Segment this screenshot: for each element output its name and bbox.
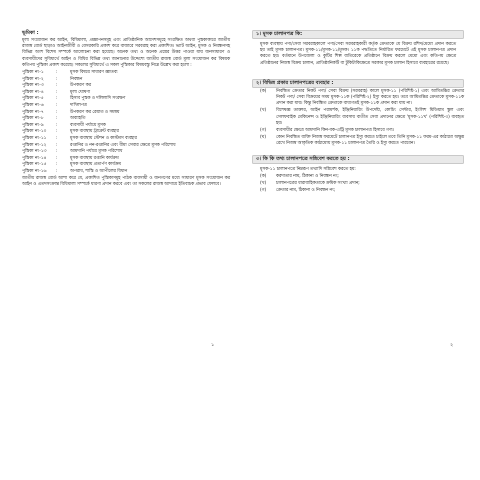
list-item [252,135,464,147]
list-item: পুস্তিকা নং-১ : মূসক বিষয়ে সাধারণ জ্ঞাতব্য [22,70,230,77]
section-1-paragraph: মূসক ব্যবস্থায় পণ্য/সেবা সরবরাহকালে পণ্য/সেবা সরবরাহকারী কর্তৃক ক্রেতাকে যে বিক্রয় রশিদ/মেমো প্রদান করতে হয় তাই মূসক চালানপত্র। মূসক-১১/মূসক-১১/মূসক। ১১ক পদ্ধতিতে নির্ধারিত ফরমেটে এই মূসক চালানপত্র প্রদান করতে হয়। বর্তমানে উপজেলা ও কুটির শিল্প ব্যতিরেকে প্রতিষ্ঠানে বিক্রয় করলে মেমো এবং কতিপয় ক্ষেত্রে প্রতিষ্ঠানের নিজস্ব বিক্রয় চালান, প্রাতিষ্ঠানিকটি বা টুকিটাকিক্ষেত্রে সরকার মূসক চালান হিসাবে ব্যবহারের রয়েছে। [260,42,456,66]
booklet-number: পুস্তিকা নং-১১ [22,135,47,141]
list-item: পুস্তিকা নং-৫ : হিসাব পুস্তক ও দলিলাদি সংরক্ষণ [22,96,230,103]
intro-paragraph: মূল্য সংযোজন কর আইন, বিধিমালা, প্রজ্ঞাপনসমূহ এবং প্রাতিষ্ঠানিক আদেশসমূহে সংরক্ষিত অথবা পুস্তকাকারে জাতীয় রাজস্ব বোর্ড ছাড়াও আইনজীবী ও বেসরকারি প্রকাশ করে বাজারে সরবরাহ করা প্রকাশিত। ভ্যাট আইন, মুসক ও নিবন্ধনসহ বিভিন্ন অংশ বিশেষ সম্পর্কে আলোচনা করা হয়েছে। অনেক তথ্য ও অনেক প্রশ্নের উত্তর পাওয়া যায় জনসাধারণ ও ব্যবসায়ীদের সুবিধার্থে আইন ও বিধির বিভিন্ন তথ্য জানানোর উদ্দেশ্যে জাতীয় রাজস্ব বোর্ড মূল্য সংযোজন কর বিষয়ক কতিপয় পুস্তিকা প্রকাশ করেছে। সকলের সুবিধার্থে এ সকল পুস্তিকার বিষয়বস্তু নিম্নে উল্লেখ করা হলো : [22,38,230,68]
booklet-title: মূসক ব্যবস্থায় প্রত্যর্পণ কার্যক্রম [70,162,121,168]
list-item: পুস্তিকা নং-১১ : মূসক ব্যবস্থায় স্টেশন ও কাস্টমস ব্যবহার [22,136,230,143]
list-item [252,188,464,194]
booklet-number: পুস্তিকা নং-৩ [22,83,44,89]
section-3-intro: মূসক-১১ চালানপত্রে নিম্নরূপ তথ্যাদি সন্নিবেশ করতে হয়: [260,166,356,172]
booklet-title: রপ্তানির ও নন-রপ্তানির এবং বীমা সেবার ক্ষেত্রে মূসক পরিশোধ [70,142,176,148]
booklet-title: মূল্য ঘোষণা [70,89,91,95]
booklet-number: পুস্তিকা নং-১৪ [22,155,47,161]
list-item [252,174,464,180]
booklet-title: দাখিলপত্র [70,102,87,108]
booklet-number: পুস্তিকা নং-১৩ [22,149,47,155]
booklet-number: পুস্তিকা নং-৮ [22,116,44,122]
list-item: পুস্তিকা নং-১৪ : মূসক ব্যবস্থায় রপ্তানি কার্যক্রম [22,156,230,163]
list-item: পুস্তিকা নং-২ : নিবন্ধন [22,77,230,84]
list-item: পুস্তিকা নং-১৩ : আমদানি পর্যায়ে মূসক পরিশোধ [22,149,230,156]
list-item: পুস্তিকা নং-৭ : উপকরণ কর রেয়াত ও সমন্বয় [22,110,230,117]
booklet-number: পুস্তিকা নং-১ [22,70,44,76]
list-item: পুস্তিকা নং-৪ : মূল্য ঘোষণা [22,90,230,97]
page-number: ২ [450,342,454,348]
list-item [252,128,464,134]
booklet-title: আমদানি পর্যায়ে মূসক পরিশোধ [70,149,123,155]
item-text: ক্রেতার নাম, ঠিকানা ও নিবন্ধন নং; [276,188,336,194]
item-marker: (খ) [260,108,267,114]
item-text: নিবন্ধিত ক্রেতার নিকট পণ্য/ সেবা বিক্রয় (সরবরাহ) কালে মূসক-১১ (পরিশিষ্ট-১) এবং আমিতব্ধির ক্রেতার নিকট পণ্য/ সেবা বিক্রয়ের সময় মূসক-১১ক (পরিশিষ্ট-২) ইস্যু করতে হয়। তবে আমিতব্ধির ক্রেতাকে মূসক-১১ক প্রদান করা যায়। কিন্তু নিবন্ধিত ক্রেতাকে বাধ্যগতই মূসক-১১ক প্রদান করা যায় না। [276,88,464,107]
list-item [252,108,464,127]
section-1-heading: ১। মূসক চালানপত্র কি: [252,30,464,39]
booklet-number: পুস্তিকা নং-১৬ [22,168,47,174]
item-marker: (খ) [260,181,267,187]
item-marker: (ক) [260,173,267,179]
booklet-number: পুস্তিকা নং-১৫ [22,162,47,168]
list-item: পুস্তিকা নং-৮ : অব্যাহতি [22,116,230,123]
booklet-number: পুস্তিকা নং-৬ [22,102,44,108]
list-item [252,89,464,108]
section-3-heading: ৩। কি কি তথ্য চালানপত্রে সন্নিবেশ করতে হয় : [252,155,464,164]
list-item: পুস্তিকা নং-১৫ : মূসক ব্যবস্থায় প্রত্যর্পণ কার্যক্রম [22,162,230,169]
page-number: ১ [211,342,215,348]
item-text: বিশেষজ্ঞ ডাক্তার, আইন পরামর্শক, ইঞ্জিনিয়ারিং উপদেষ্টা, কোচিং সেন্টার, ইংলিশ মিডিয়াম স্কুল এবং সেলফবাইক মেকিনেন্স ও ইঞ্জিনিয়ারিং ব্যবসায় ব্যতীত সেবা প্রদানের ক্ষেত্রে 'মূসক-১১খ' (পরিশিষ্ট-৩) ব্যবহৃত হয়। [276,108,464,126]
item-text: ব্যবসায়ীর ক্ষেত্রে আমদানি কিন-বক-এর্ট্রি মূসক চালানপত্র হিসাবে গণ্য। [276,128,395,134]
booklet-title: উপকরণ কর [70,83,91,89]
booklet-title: অপরাধ, শাস্তি ও আপীলের বিধান [70,168,128,174]
list-item: পুস্তিকা নং-১৬ : অপরাধ, শাস্তি ও আপীলের বিধান [22,169,230,176]
booklet-number: পুস্তিকা নং-৭ [22,109,44,115]
item-text: করদাতার নাম, ঠিকানা ও নিবন্ধন নং; [276,173,339,179]
booklet-number: পুস্তিকা নং-৯ [22,122,44,128]
item-text: কোন নিবন্ধিত ব্যক্তি নিজস্ব ফরমেটে চালানপত্র ইস্যু করতে চাইলে তবে তিনি মূসক-১১ ফরম-এর কাঠামো অক্ষুন্ন রেখে নিজস্ব আকৃতিক কাঠামোয় মূসক-১১ চালানপত্র তৈরি ও ইস্যু করতে পারবেন। [276,135,464,147]
list-item: পুস্তিকা নং-১২ : রপ্তানির ও নন-রপ্তানির এবং বীমা সেবার ক্ষেত্রে মূসক পরিশোধ [22,143,230,150]
booklet-number: পুস্তিকা নং-৫ [22,96,44,102]
intro-heading: ভূমিকা : [22,30,39,36]
booklet-list [22,70,230,176]
item-marker: (ক) [260,88,267,94]
booklet-title: উপকরণ কর রেয়াত ও সমন্বয় [70,109,120,115]
booklet-number: পুস্তিকা নং-২ [22,76,44,82]
list-item: পুস্তিকা নং-১০ : মূসক ব্যবস্থায় ট্রাক্রেট ব্যবহার [22,129,230,136]
booklet-number: পুস্তিকা নং-৪ [22,89,44,95]
list-item: পুস্তিকা নং-৯ : ব্যবসায়ী পর্যায়ে মূসক [22,123,230,130]
list-item [252,181,464,187]
booklet-title: মূসক ব্যবস্থায় স্টেশন ও কাস্টমস ব্যবহার [70,135,137,141]
list-item: পুস্তিকা নং-৩ : উপকরণ কর [22,83,230,90]
section-2-heading: ২। বিভিন্ন প্রকার চালানপত্রের ব্যবহার : [252,79,464,88]
closing-paragraph: জাতীয় রাজস্ব বোর্ড আশা করে যে, প্রকাশিত পুস্তিকাসমূহ পাঠক ব্যবসায়ী ও জনগণের মধ্যে সাধারণ মূসক সংযোজন কর আইন ও এতদসংক্রান্ত বিধিমালা সম্পর্কে ধারণা প্রদান করবে এবং তা সকলের রাজস্ব আদায়ে ইতিবাচক প্রভাব ফেলবে। [22,175,230,187]
left-page [22,30,230,480]
booklet-title: হিসাব পুস্তক ও দলিলাদি সংরক্ষণ [70,96,126,102]
booklet-title: অব্যাহতি [70,116,86,122]
item-marker: (ঘ) [260,135,267,141]
booklet-title: মূসক ব্যবস্থায় ট্রাক্রেট ব্যবহার [70,129,119,135]
booklet-title: মূসক বিষয়ে সাধারণ জ্ঞাতব্য [70,70,118,76]
item-text: চালানপত্রের ধারাবাহিকতাকে ক্রমিক সংখ্যা প্রদান; [276,181,360,187]
booklet-number: পুস্তিকা নং-১২ [22,142,47,148]
booklet-number: পুস্তিকা নং-১০ [22,129,47,135]
item-marker: (গ) [260,188,267,194]
right-page [252,30,464,480]
booklet-title: ব্যবসায়ী পর্যায়ে মূসক [70,122,106,128]
booklet-title: মূসক ব্যবস্থায় রপ্তানি কার্যক্রম [70,155,119,161]
item-marker: (গ) [260,128,267,134]
booklet-title: নিবন্ধন [70,76,83,82]
list-item: পুস্তিকা নং-৬ : দাখিলপত্র [22,103,230,110]
